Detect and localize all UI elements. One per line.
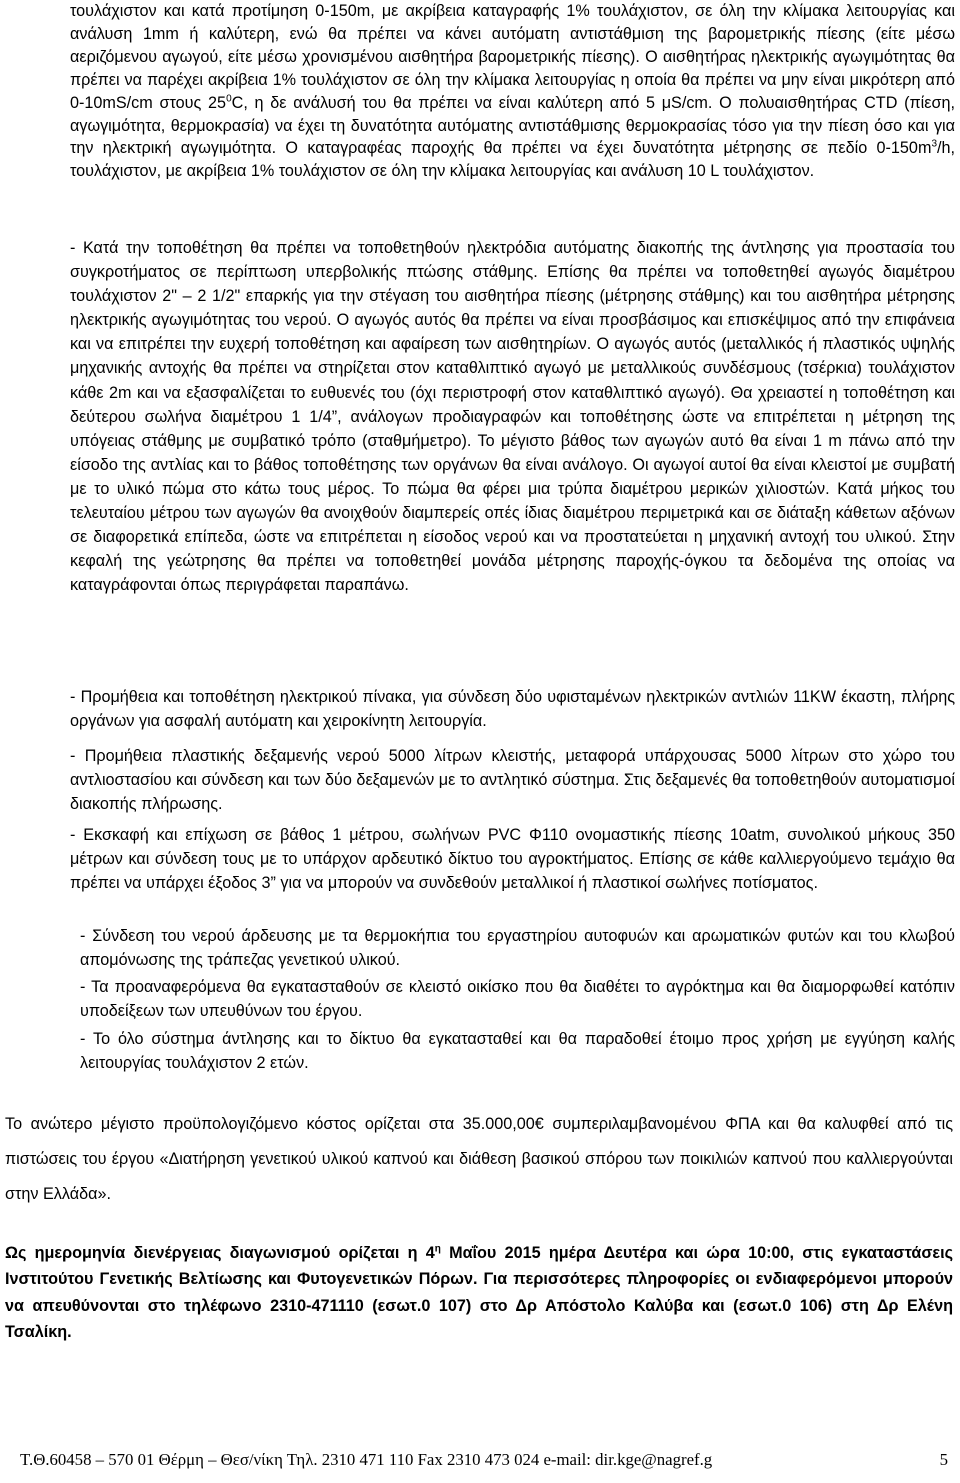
superscript: 3 xyxy=(931,139,937,151)
page-number: 5 xyxy=(939,1450,948,1469)
paragraph-installation: - Κατά την τοποθέτηση θα πρέπει να τοποθετηθούν ηλεκτρόδια αυτόματης διακοπής της άντλησης για προστασία του συγκροτήματος σε περίπτωση υπερβολικής πτώσης στάθμης. Επίσης θα πρέπει να τοποθετηθεί αγωγός διαμέτρου τουλάχιστον 2" – 2 1/2" επαρκής για την στέγαση του αισθητήρα πίεσης (μέτρησης στάθμης) και του αισθητήρα μέτρησης ηλεκτρικής αγωγιμότητας του νερού. Ο αγωγός αυτός θα πρέπει να είναι προσβάσιμος και επισκέψιμος από την επιφάνεια και να επιτρέπει την ευχερή τοποθέτηση και αφαίρεση των αισθητηρίων. Ο αγωγός αυτός (μεταλλικός ή πλαστικός υψηλής μηχανικής αντοχής θα πρέπει να στηρίζεται στον καταθλιπτικό αγωγό με μεταλλικούς συνδέσμους (τσέρκια) τουλάχιστον κάθε 2m και να εξασφαλίζεται το ευθυενές του (όχι περιστροφή στον καταθλιπτικό αγωγό). Θα χρειαστεί η τοποθέτηση και δεύτερου σωλήνα διαμέτρου 1 1/4”, ανάλογων προδιαγραφών και τοποθέτησης ώστε να επιτρέπεται η μέτρηση της υπόγειας στάθμης με συμβατικό τρόπο (σταθμήμετρο). Το μέγιστο βάθος των αγωγών αυτό θα είναι 1 m πάνω από την είσοδο της αντλίας και το βάθος τοποθέτησης των οργάνων θα είναι ανάλογο. Οι αγωγοί αυτοί θα είναι κλειστοί με συμβατή με το υλικό πώμα στο κάτω τους μέρος. Το πώμα θα φέρει μια τρύπα διαμέτρου μερικών χιλιοστών. Κατά μήκος του τελευταίου μέτρου των αγωγών θα ανοιχθούν διαμπερείς οπές ίδιας διαμέτρου περιμετρικά και σε διάταξη κάθετων αξόνων σε διαφορετικά επίπεδα, ώστε να επιτρέπεται η είσοδος νερού και να προστατεύεται η μηχανική αντοχή του υλικού. Στην κεφαλή της γεώτρησης θα πρέπει να τοποθετηθεί μονάδα μέτρησης παροχής-όγκου τα δεδομένα της οποίας να καταγράφονται όπως περιγράφεται παραπάνω. xyxy=(70,239,955,595)
text-segment: /h, τουλάχιστον, με ακρίβεια 1% τουλάχιστον σε όλη την κλίμακα λειτουργίας και ανάλυση 10 L τουλάχιστον. xyxy=(70,139,955,181)
text-segment: C, η δε ανάλυσή του θα πρέπει να είναι καλύτερη από 5 μS/cm. Ο πολυαισθητήρας CTD (πίεση, αγωγιμότητα, θερμοκρασία) να έχει τη δυνατότητα αυτόματης αντιστάθμισης θερμοκρασίας τόσο για την πίεση όσο και για την ηλεκτρική αγωγιμότητα. Ο καταγραφέας παροχής θα πρέπει να έχει δυνατότητα μέτρησης σε πεδίο 0-150m xyxy=(70,93,955,158)
text-segment: Ως ημερομηνία διενέργειας διαγωνισμού ορίζεται η 4 xyxy=(5,1244,435,1262)
footer-contact: Τ.Θ.60458 – 570 01 Θέρμη – Θεσ/νίκη Τηλ. 2310 471 110 Fax 2310 473 024 e-mail: dir.kge@nagref.g xyxy=(20,1450,713,1469)
paragraph-delivery: - Το όλο σύστημα άντλησης και το δίκτυο θα εγκατασταθεί και θα παραδοθεί έτοιμο προς χρήση με εγγύηση καλής λειτουργίας τουλάχιστον 2 ετών. xyxy=(80,1030,955,1073)
paragraph-kiosk: - Τα προαναφερόμενα θα εγκατασταθούν σε κλειστό οικίσκο που θα διαθέτει το αγρόκτημα και θα διαμορφωθεί κατόπιν υποδείξεων των υπευθύνων του έργου. xyxy=(80,978,955,1021)
paragraph-budget: Το ανώτερο μέγιστο προϋπολογιζόμενο κόστος ορίζεται στα 35.000,00€ συμπεριλαμβανομένου ΦΠΑ και θα καλυφθεί από τις πιστώσεις του έργου «Διατήρηση γενετικού υλικού καπνού και διάθεση βασικού σπόρου των ποικιλιών καπνού που καλλιεργούνται στην Ελλάδα». xyxy=(5,1115,953,1203)
paragraph-water-tanks: - Προμήθεια πλαστικής δεξαμενής νερού 5000 λίτρων κλειστής, μεταφορά υπάρχουσας 5000 λίτρων στο χώρο του αντλιοστασίου και σύνδεση και των δύο δεξαμενών με το αντλητικό σύστημα. Στις δεξαμενές θα τοποθετηθούν αυτοματισμοί διακοπής πλήρωσης. xyxy=(70,747,955,814)
superscript: η xyxy=(434,1243,441,1255)
paragraph-electrical-panel: - Προμήθεια και τοποθέτηση ηλεκτρικού πίνακα, για σύνδεση δύο υφισταμένων ηλεκτρικών αντλιών 11KW έκαστη, πλήρης οργάνων για ασφαλή αυτόματη και χειροκίνητη λειτουργία. xyxy=(70,688,955,731)
page-footer xyxy=(20,1448,960,1472)
superscript: 0 xyxy=(226,93,232,105)
text-segment: τουλάχιστον και κατά προτίμηση 0-150m, με ακρίβεια καταγραφής 1% τουλάχιστον, σε όλη την κλίμακα λειτουργίας και ανάλυση 1mm ή καλύτερη, ενώ θα πρέπει να κάνει αυτόματη αντιστάθμιση της βαρομετρικής πίεσης (είτε μέσω αεριζόμενου αγωγού, είτε μέσω χρονισμένου αισθητήρα βαρομετρικής πίεσης). Ο αισθητήρας ηλεκτρικής αγωγιμότητας θα πρέπει να παρέχει ακρίβεια 1% τουλάχιστον σε όλη την κλίμακα λειτουργίας η οποία θα πρέπει να μην είναι μικρότερη από 0-10mS/cm στους 25 xyxy=(70,2,955,112)
paragraph-greenhouse-connection: - Σύνδεση του νερού άρδευσης με τα θερμοκήπια του εργαστηρίου αυτοφυών και αρωματικών φυτών και του κλωβού απομόνωσης της τράπεζας γενετικού υλικού. xyxy=(80,927,955,970)
paragraph-sensor-specs xyxy=(70,0,955,183)
paragraph-tender-date xyxy=(5,1240,953,1346)
paragraph-excavation: - Εκσκαφή και επίχωση σε βάθος 1 μέτρου, σωλήνων PVC Φ110 ονομαστικής πίεσης 10atm, συνολικού μήκους 350 μέτρων και σύνδεση τους με το υπάρχον αρδευτικό δίκτυο του αγροκτήματος. Επίσης σε κάθε καλλιεργούμενο τεμάχιο θα πρέπει να υπάρχει έξοδος 3” για να μπορούν να συνδεθούν μεταλλικοί ή πλαστικοί σωλήνες ποτίσματος. xyxy=(70,826,955,893)
text-segment: Μαΐου 2015 ημέρα Δευτέρα και ώρα 10:00, στις εγκαταστάσεις Ινστιτούτου Γενετικής Βελτίωσης και Φυτογενετικών Πόρων. Για περισσότερες πληροφορίες οι ενδιαφερόμενοι μπορούν να απευθύνονται στο τηλέφωνο 2310-471110 (εσωτ.0 107) στο Δρ Απόστολο Καλύβα και (εσωτ.0 106) στη Δρ Ελένη Τσαλίκη. xyxy=(5,1244,953,1342)
